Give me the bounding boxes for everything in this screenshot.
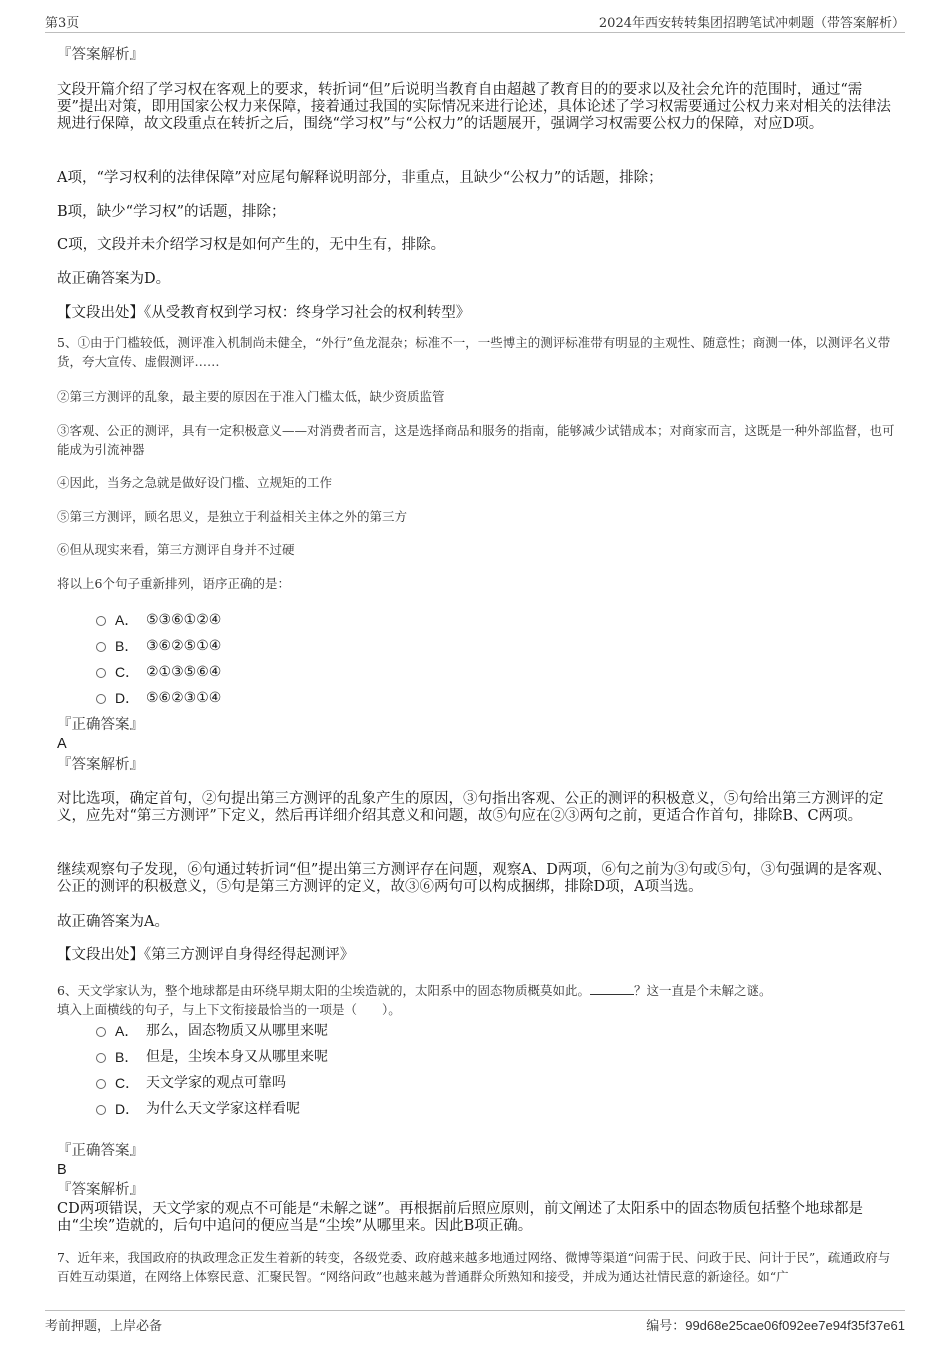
q5-sentence-4: ④因此，当务之急就是做好设门槛、立规矩的工作	[57, 475, 333, 490]
option-text: ③⑥②⑤①④	[146, 638, 222, 654]
option-letter: C．	[115, 664, 140, 680]
radio-icon[interactable]	[96, 642, 106, 652]
option-letter: C．	[115, 1075, 140, 1091]
document-title: 2024年西安转转集团招聘笔试冲刺题（带答案解析）	[598, 16, 905, 31]
q5-answer: A	[57, 736, 67, 752]
q5-sentence-1: 5、①由于门槛较低，测评准入机制尚未健全，“外行”鱼龙混杂；标准不一，一些博主的测评标准带有明显的主观性、随意性；商测一体，以测评名义带货，夸大宣传、虚假测评……	[57, 335, 891, 369]
radio-icon[interactable]	[96, 1027, 106, 1037]
q6-stem	[57, 981, 895, 1000]
q4-option-c-note: C项，文段并未介绍学习权是如何产生的，无中生有，排除。	[57, 237, 446, 253]
page-footer	[45, 1310, 905, 1335]
q5-analysis-2: 继续观察句子发现，⑥句通过转折词“但”提出第三方测评存在问题，观察A、D两项，⑥句之前为③句或⑤句，③句强调的是客观、公正的测评的积极意义，⑤句是第三方测评的定义，故③⑥两句可以构成捆绑，排除D项，A项当选。	[57, 862, 892, 895]
q6-answer-label: 『正确答案』	[57, 1143, 144, 1159]
document-id-code: 99d68e25cae06f092ee7e94f35f37e61	[685, 1318, 905, 1333]
q4-analysis-label: 『答案解析』	[57, 47, 144, 63]
radio-icon[interactable]	[96, 694, 106, 704]
q6-instruction: 填入上面横线的句子，与上下文衔接最恰当的一项是（ ）。	[57, 1002, 401, 1017]
option-letter: D．	[115, 690, 140, 706]
option-letter: B．	[115, 1049, 139, 1065]
document-id-label: 编号：	[646, 1319, 686, 1334]
radio-icon[interactable]	[96, 1079, 106, 1089]
option-letter: B．	[115, 638, 139, 654]
q5-answer-label: 『正确答案』	[57, 717, 144, 733]
page-header	[45, 10, 905, 33]
q4-option-a-note: A项，“学习权利的法律保障”对应尾句解释说明部分，非重点，且缺少“公权力”的话题，排除；	[57, 170, 663, 186]
q5-analysis-1: 对比选项，确定首句，②句提出第三方测评的乱象产生的原因，③句指出客观、公正的测评的积极意义，⑤句给出第三方测评的定义，应先对“第三方测评”下定义，然后再详细介绍其意义和问题，故⑤句应在②③两句之前，更适合作首句，排除B、C两项。	[57, 791, 884, 824]
q7-stem: 7、近年来，我国政府的执政理念正发生着新的转变，各级党委、政府越来越多地通过网络、微博等渠道“问需于民、问政于民、问计于民”，疏通政府与百姓互动渠道，在网络上体察民意、汇聚民智。“网络问政”也越来越为普通群众所熟知和接受，并成为通达社情民意的新途径。如“广	[57, 1250, 891, 1284]
option-letter: A．	[115, 612, 139, 628]
q5-analysis-label: 『答案解析』	[57, 757, 144, 773]
q4-source: 【文段出处】《从受教育权到学习权：终身学习社会的权利转型》	[57, 305, 471, 321]
option-text: 天文学家的观点可靠吗	[146, 1075, 286, 1091]
page-number: 第3页	[45, 16, 80, 31]
option-text: ⑤③⑥①②④	[146, 612, 222, 628]
radio-icon[interactable]	[96, 668, 106, 678]
q5-sentence-2: ②第三方测评的乱象，最主要的原因在于准入门槛太低，缺少资质监管	[57, 389, 445, 404]
q4-option-b-note: B项，缺少“学习权”的话题，排除；	[57, 204, 286, 220]
q5-sentence-5: ⑤第三方测评，顾名思义，是独立于利益相关主体之外的第三方	[57, 509, 408, 524]
q4-conclusion: 故正确答案为D。	[57, 271, 171, 287]
option-text: 为什么天文学家这样看呢	[146, 1101, 300, 1117]
radio-icon[interactable]	[96, 1105, 106, 1115]
option-letter: D．	[115, 1101, 140, 1117]
option-text: ②①③⑤⑥④	[146, 664, 222, 680]
answer-blank	[590, 982, 634, 995]
radio-icon[interactable]	[96, 616, 106, 626]
footer-slogan: 考前押题，上岸必备	[45, 1319, 163, 1334]
option-text: 但是，尘埃本身又从哪里来呢	[146, 1049, 328, 1065]
q5-prompt: 将以上6个句子重新排列，语序正确的是：	[57, 576, 290, 591]
q5-conclusion: 故正确答案为A。	[57, 914, 169, 930]
document-id	[646, 1315, 905, 1334]
q5-source: 【文段出处】《第三方测评自身得经得起测评》	[57, 947, 355, 963]
q5-sentence-6: ⑥但从现实来看，第三方测评自身并不过硬	[57, 542, 295, 557]
option-text: ⑤⑥②③①④	[146, 690, 222, 706]
q6-analysis-label: 『答案解析』	[57, 1182, 144, 1198]
q6-stem-part-2: ？这一直是个未解之谜。	[633, 983, 772, 998]
q4-analysis-text: 文段开篇介绍了学习权在客观上的要求，转折词“但”后说明当教育自由超越了教育目的的要求以及社会允许的范围时，通过“需要”提出对策，即用国家公权力来保障，接着通过我国的实际情况来进行论述，具体论述了学习权需要通过公权力来对相关的法律法规进行保障，故文段重点在转折之后，围绕“学习权”与“公权力”的话题展开，强调学习权需要公权力的保障，对应D项。	[57, 82, 891, 132]
q6-analysis: CD两项错误，天文学家的观点不可能是“未解之谜”。再根据前后照应原则，前文阐述了太阳系中的固态物质包括整个地球都是由“尘埃”造就的，后句中追问的便应当是“尘埃”从哪里来。因此B项正确。	[57, 1201, 864, 1234]
q6-answer: B	[57, 1162, 67, 1178]
option-text: 那么，固态物质又从哪里来呢	[146, 1023, 328, 1039]
radio-icon[interactable]	[96, 1053, 106, 1063]
q6-stem-part-1: 6、天文学家认为，整个地球都是由环绕早期太阳的尘埃造就的，太阳系中的固态物质概莫如此。	[57, 983, 590, 998]
option-letter: A．	[115, 1023, 139, 1039]
q5-sentence-3: ③客观、公正的测评，具有一定积极意义——对消费者而言，这是选择商品和服务的指南，能够减少试错成本；对商家而言，这既是一种外部监督，也可能成为引流神器	[57, 423, 895, 457]
